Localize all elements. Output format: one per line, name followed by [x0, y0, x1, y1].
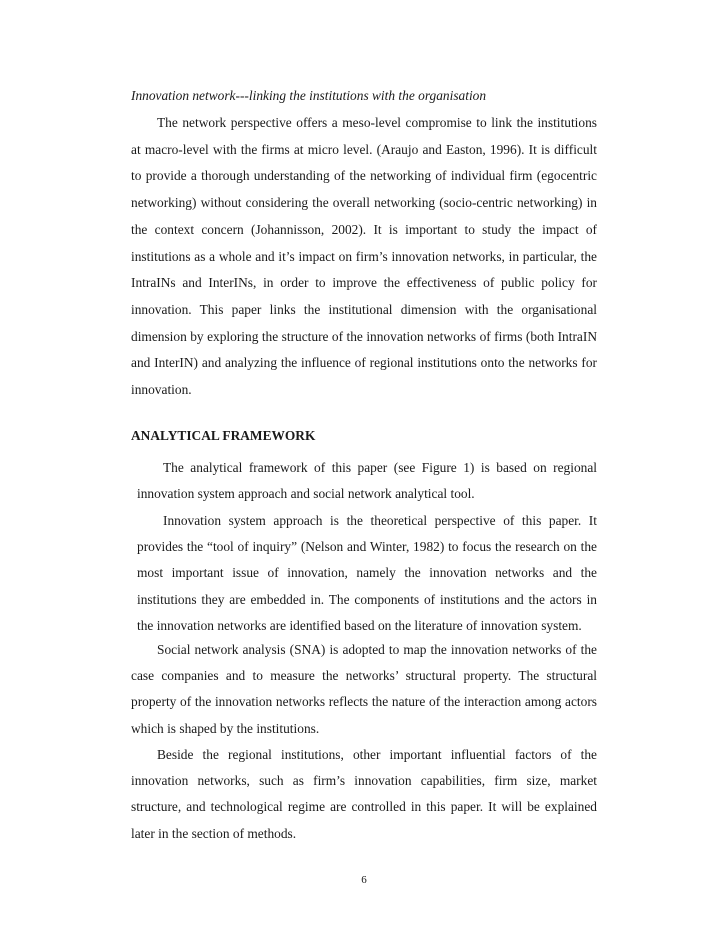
section-heading: ANALYTICAL FRAMEWORK — [131, 428, 316, 443]
paragraph-sna: Social network analysis (SNA) is adopted to map the innovation networks of the case companies and to measure the networks’ structural property. The structural property of the innovation networks reflects the nature of the interaction among actors which is shaped by the institutions. — [131, 642, 597, 736]
paragraph-innovation-system: Innovation system approach is the theoretical perspective of this paper. It provides the “tool of inquiry” (Nelson and Winter, 1982) to focus the research on the most important issue of innovation, namely the innovation networks and the institutions they are embedded in. The components of institutions and the actors in the innovation networks are identified based on the literature of innovation system. — [137, 513, 597, 633]
page-number: 6 — [361, 874, 367, 886]
paragraph-framework-intro: The analytical framework of this paper (see Figure 1) is based on regional innovation system approach and social network analytical tool. — [137, 460, 597, 502]
paragraph-network-perspective: The network perspective offers a meso-level compromise to link the institutions at macro-level with the firms at micro level. (Araujo and Easton, 1996). It is difficult to provide a thorough understanding of the networking of individual firm (egocentric networking) without considering the overall networking (socio-centric networking) in the context concern (Johannisson, 2002). It is important to study the impact of institutions as a whole and it’s impact on firm’s innovation networks, in particular, the IntraINs and InterINs, in order to improve the effectiveness of public policy for innovation. This paper links the institutional dimension with the organisational dimension by exploring the structure of the innovation networks of firms (both IntraIN and InterIN) and analyzing the influence of regional institutions onto the networks for innovation. — [131, 115, 597, 398]
section-subtitle: Innovation network---linking the institutions with the organisation — [131, 88, 487, 103]
paragraph-influential-factors: Beside the regional institutions, other important influential factors of the innovation networks, such as firm’s innovation capabilities, firm size, market structure, and technological regime are controlled in this paper. It will be explained later in the section of methods. — [131, 747, 597, 841]
